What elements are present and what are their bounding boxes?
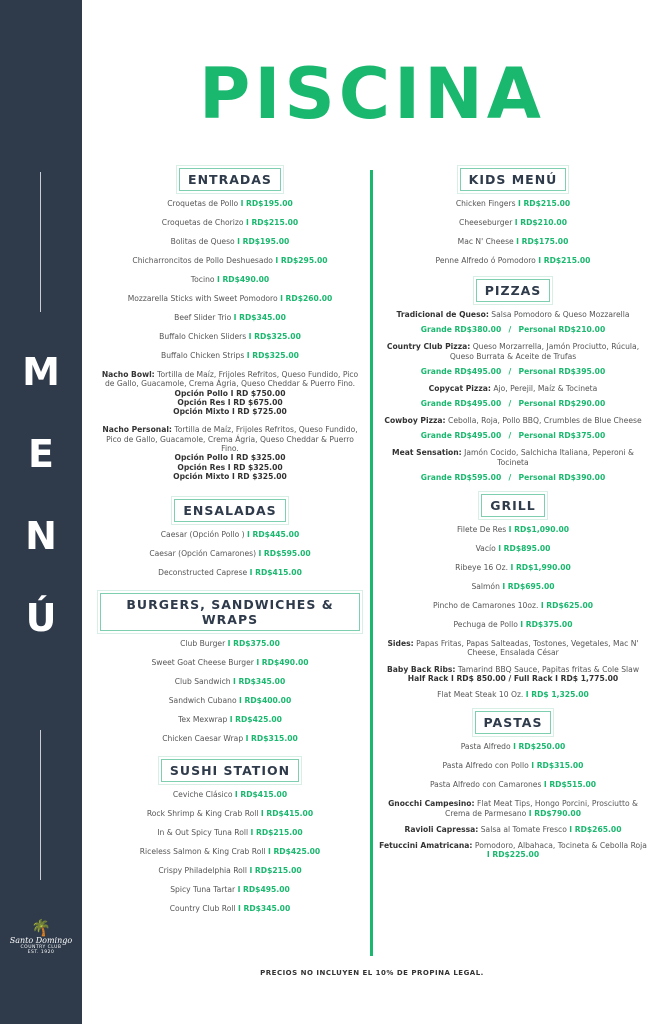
ensaladas-list [100,530,360,578]
nacho-bowl: Nacho Bowl: Tortilla de Maíz, Frijoles Refritos, Queso Fundido, Pico de Gallo, Guacamole, Crema Ágria, Queso Cheddar & Puerro Fino. Opción Pollo I RD $750.00 Opción Res I RD $675.00 Opción Mixto I RD $725.00 [101,370,359,417]
menu-item: Vacío I RD$895.00 [475,544,551,554]
sidebar [0,0,82,1024]
menu-item: Deconstructed Caprese I RD$415.00 [158,568,302,578]
grill-ribs: Baby Back Ribs: Tamarind BBQ Sauce, Papitas fritas & Cole Slaw Half Rack I RD$ 850.00 / Full Rack I RD$ 1,775.00 [386,664,640,683]
pastas-list [378,742,648,790]
page-title: PISCINA [199,53,545,135]
grill-flat-steak: Flat Meat Steak 10 Oz. I RD$ 1,325.00 [437,690,589,700]
logo-subtitle: COUNTRY CLUB [20,945,62,950]
sidebar-line-top [40,172,41,312]
section-header-grill: GRILL [378,494,648,517]
section-header-entradas: ENTRADAS [100,168,360,191]
menu-item: Chicken Fingers I RD$215.00 [455,199,571,208]
menu-item: Pechuga de Pollo I RD$375.00 [453,620,573,630]
entradas-list [100,199,360,361]
pizza-item: Meat Sensation: Jamón Cocido, Salchicha Italiana, Peperoni & Tocineta Grande RD$595.00 / Personal RD$390.00 [392,448,634,483]
menu-item: Chicken Caesar Wrap I RD$315.00 [162,734,298,744]
menu-item: Ribeye 16 Oz. I RD$1,990.00 [455,563,571,573]
pasta-ravioli: Ravioli Capressa: Salsa al Tomate Fresco I RD$265.00 [404,824,622,834]
menu-item: Rock Shrimp & King Crab Roll I RD$415.00 [146,809,314,819]
menu-item: Croquetas de Pollo I RD$195.00 [167,199,293,208]
sidebar-letter-e: E [28,432,54,476]
sidebar-line-bottom [40,730,41,880]
menu-item: Mac N' Cheese I RD$175.00 [457,237,569,246]
pizza-item: Cowboy Pizza: Cebolla, Roja, Pollo BBQ, Crumbles de Blue Cheese Grande RD$495.00 / Personal RD$375.00 [384,416,642,441]
pasta-gnocchi: Gnocchi Campesino: Flat Meat Tips, Hongo Porcini, Prosciutto & Crema de Parmesano I RD$790.00 [388,799,638,818]
menu-item: Salmón I RD$695.00 [471,582,555,592]
kids-list [378,199,648,266]
section-header-burgers: BURGERS, SANDWICHES & WRAPS [100,593,360,631]
menu-item: Buffalo Chicken Sliders I RD$325.00 [159,332,301,341]
section-header-kids: KIDS MENÚ [378,168,648,191]
menu-item: Club Sandwich I RD$345.00 [174,677,286,687]
grill-list [378,525,648,630]
pizza-item: Copycat Pizza: Ajo, Perejil, Maíz & Tocineta Grande RD$495.00 / Personal RD$290.00 [420,383,606,409]
menu-item: Bolitas de Queso I RD$195.00 [170,237,290,246]
menu-item: Spicy Tuna Tartar I RD$495.00 [170,885,290,895]
burgers-list [100,639,360,744]
pasta-fetuccini: Fetuccini Amatricana: Pomodoro, Albahaca, Tocineta & Cebolla Roja I RD$225.00 [379,841,647,860]
menu-item: Pincho de Camarones 10oz. I RD$625.00 [432,601,594,611]
menu-item: In & Out Spicy Tuna Roll I RD$215.00 [157,828,303,838]
sidebar-letter-m: M [22,350,60,394]
menu-item: Cheeseburger I RD$210.00 [459,218,567,227]
menu-item: Caesar (Opción Pollo ) I RD$445.00 [160,530,300,540]
menu-item: Tex Mexwrap I RD$425.00 [178,715,282,725]
nacho-personal: Nacho Personal: Tortilla de Maíz, Frijoles Refritos, Queso Fundido, Pico de Gallo, Guacamole, Crema Ágria, Queso Cheddar & Puerro Fino. Opción Pollo I RD $325.00 Opción Res I RD $325.00 Opción Mixto I RD $325.00 [102,425,358,481]
menu-item: Tocino I RD$490.00 [190,275,270,284]
menu-item: Pasta Alfredo con Camarones I RD$515.00 [429,780,597,790]
menu-item: Caesar (Opción Camarones) I RD$595.00 [149,549,311,559]
menu-item: Pasta Alfredo I RD$250.00 [460,742,566,752]
menu-item: Penne Alfredo ó Pomodoro I RD$215.00 [435,256,591,265]
club-logo [8,920,74,955]
menu-item: Club Burger I RD$375.00 [180,639,280,649]
footer-note: PRECIOS NO INCLUYEN EL 10% DE PROPINA LEGAL. [260,969,484,977]
menu-item: Chicharroncitos de Pollo Deshuesado I RD$295.00 [132,256,328,265]
section-header-pizzas: PIZZAS [378,279,648,302]
menu-item: Ceviche Clásico I RD$415.00 [172,790,288,800]
menu-item: Pasta Alfredo con Pollo I RD$315.00 [442,761,584,771]
menu-item: Country Club Roll I RD$345.00 [169,904,291,914]
left-column [100,168,360,923]
menu-item: Beef Slider Trio I RD$345.00 [174,313,286,322]
grill-sides: Sides: Papas Fritas, Papas Salteadas, Tostones, Vegetales, Mac N' Cheese, Ensalada César [387,639,639,658]
palm-tree-icon: 🌴 [31,918,51,937]
logo-est: EST. 1920 [27,950,55,955]
section-header-pastas: PASTAS [378,711,648,734]
menu-item: Sweet Goat Cheese Burger I RD$490.00 [151,658,309,668]
menu-item: Buffalo Chicken Strips I RD$325.00 [161,351,299,360]
pizza-item: Country Club Pizza: Queso Morzarrella, Jamón Prociutto, Rúcula, Queso Burrata & Aceite de Trufas Grande RD$495.00 / Personal RD$395.00 [386,342,640,376]
menu-item: Crispy Philadelphia Roll I RD$215.00 [158,866,302,876]
section-header-sushi: SUSHI STATION [100,759,360,782]
logo-script: Santo Domingo [9,936,73,945]
menu-item: Riceless Salmon & King Crab Roll I RD$425.00 [139,847,321,857]
menu-item: Sandwich Cubano I RD$400.00 [168,696,292,706]
sushi-list [100,790,360,914]
sidebar-letter-u: Ú [25,596,57,640]
column-divider [370,170,373,956]
menu-item: Croquetas de Chorizo I RD$215.00 [161,218,299,227]
sidebar-letter-n: N [25,514,57,558]
menu-item: Mozzarella Sticks with Sweet Pomodoro I RD$260.00 [127,294,333,303]
menu-item: Filete De Res I RD$1,090.00 [456,525,570,535]
pizzas-list [378,310,648,483]
right-column [378,168,648,860]
pizza-item: Tradicional de Queso: Salsa Pomodoro & Queso Mozzarella Grande RD$380.00 / Personal RD$210.00 [396,310,630,335]
section-header-ensaladas: ENSALADAS [100,499,360,522]
